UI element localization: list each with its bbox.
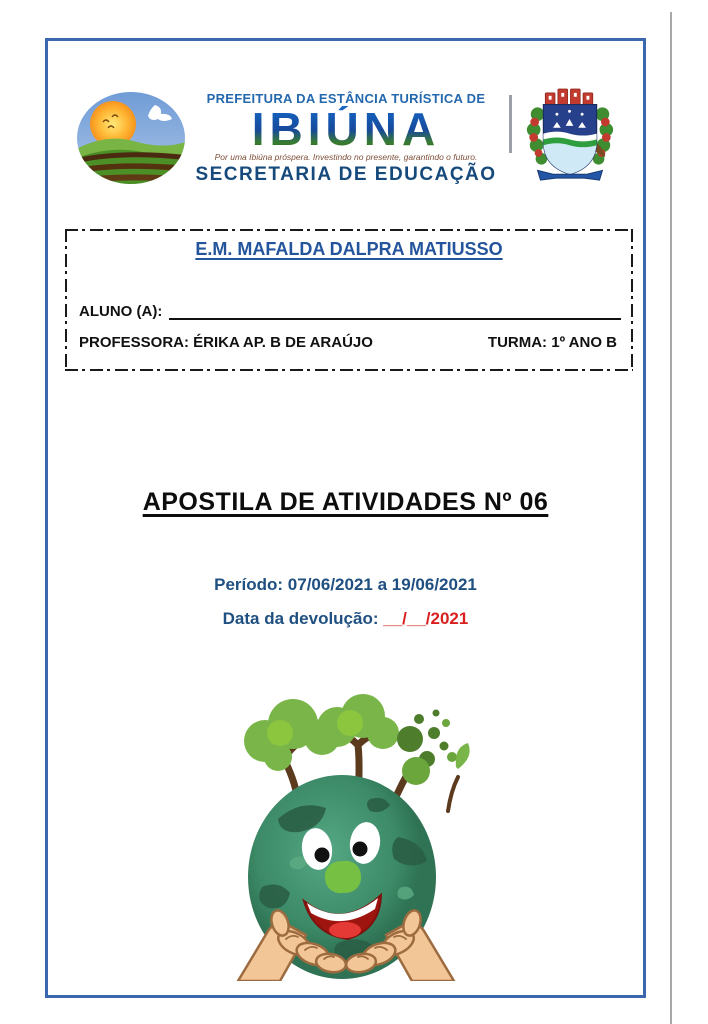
prefecture-line: PREFEITURA DA ESTÂNCIA TURÍSTICA DE <box>206 91 486 107</box>
city-logo-icon <box>75 90 187 186</box>
cartoon-earth-icon <box>220 691 472 981</box>
period-line: Período: 07/06/2021 a 19/06/2021 <box>214 575 477 594</box>
header-separator <box>509 95 512 153</box>
city-name: IBIÚNA <box>251 103 441 156</box>
coat-of-arms-icon <box>524 85 616 187</box>
return-date-value: __/__/2021 <box>383 609 469 628</box>
student-name-blank-line <box>169 306 621 320</box>
teacher-row <box>79 334 617 351</box>
teacher-label: PROFESSORA: ÉRIKA AP. B DE ARAÚJO <box>79 334 373 351</box>
class-label: TURMA: 1º ANO B <box>487 334 617 351</box>
page-border-frame <box>45 38 646 998</box>
city-tagline: Por uma Ibiúna próspera. Investindo no presente, garantindo o futuro. <box>214 152 478 163</box>
student-row <box>79 303 621 320</box>
school-name: E.M. MAFALDA DALPRA MATIUSSO <box>195 239 503 259</box>
box-border-top <box>65 229 633 231</box>
earth-illustration <box>220 691 472 981</box>
student-label: ALUNO (A): <box>79 303 163 320</box>
box-border-bottom <box>65 369 633 371</box>
school-info-box <box>65 229 633 371</box>
booklet-title: APOSTILA DE ATIVIDADES Nº 06 <box>142 488 549 516</box>
secretariat-title: SECRETARIA DE EDUCAÇÃO <box>195 163 497 185</box>
education-secretariat-header <box>48 85 643 191</box>
header-text-block <box>195 92 496 184</box>
page-edge-divider <box>670 12 672 1024</box>
return-line <box>48 609 643 629</box>
return-label: Data da devolução: <box>222 609 379 628</box>
